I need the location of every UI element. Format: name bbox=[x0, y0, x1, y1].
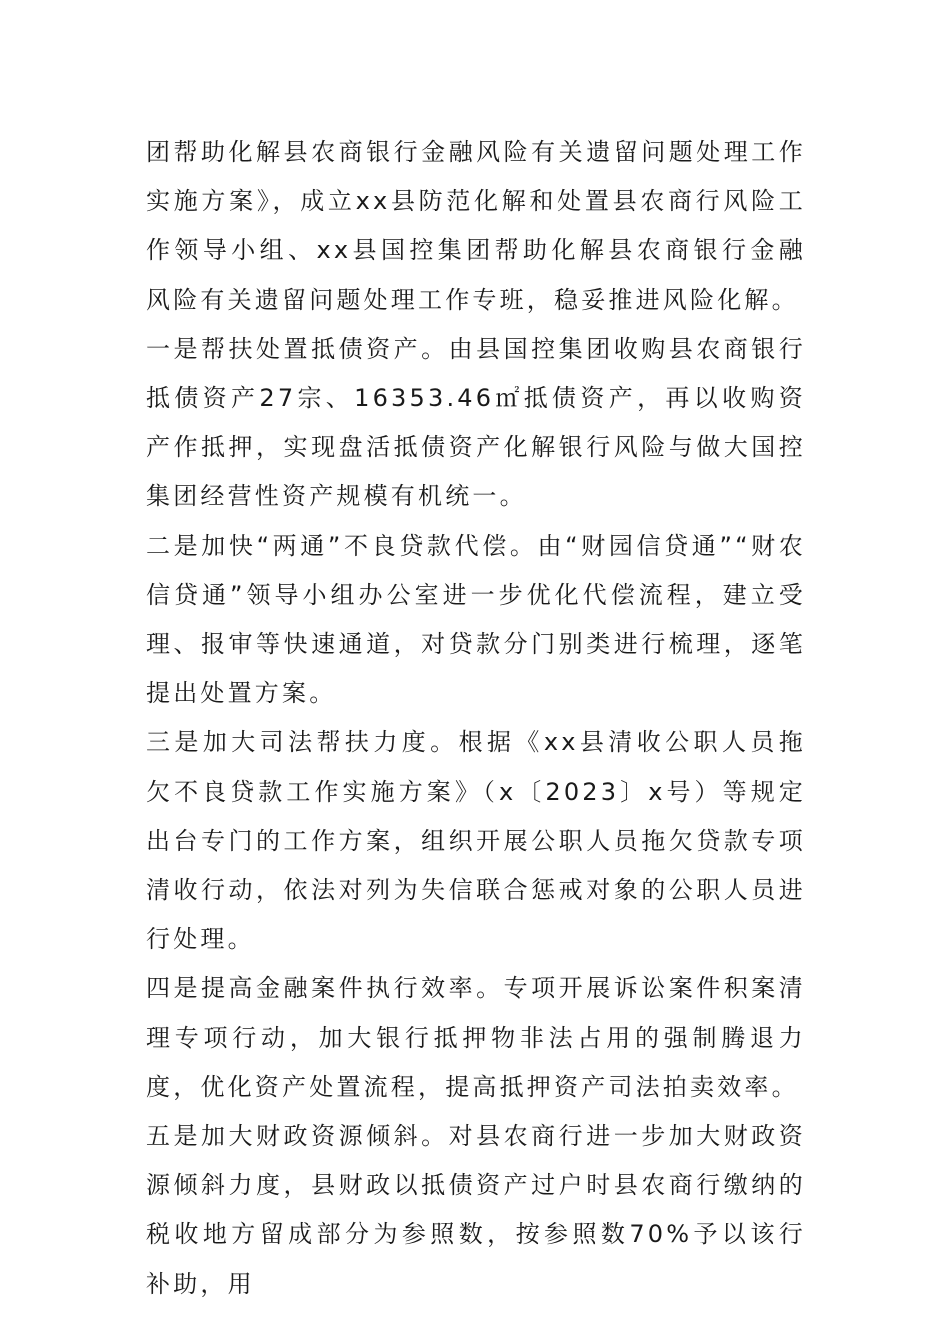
paragraph-intro-continuation: 团帮助化解县农商银行金融风险有关遗留问题处理工作实施方案》，成立xx县防范化解和处置县农商行风险工作领导小组、xx县国控集团帮助化解县农商银行金融风险有关遗留问题处理工作专班，稳妥推进风险化解。 bbox=[146, 138, 806, 314]
paragraph-measure-5: 五是加大财政资源倾斜。对县农商行进一步加大财政资源倾斜力度，县财政以抵债资产过户时县农商行缴纳的税收地方留成部分为参照数，按参照数70%予以该行补助，用 bbox=[146, 1122, 806, 1298]
paragraph-measure-3: 三是加大司法帮扶力度。根据《xx县清收公职人员拖欠不良贷款工作实施方案》（x〔2023〕x号）等规定出台专门的工作方案，组织开展公职人员拖欠贷款专项清收行动，依法对列为失信联合惩戒对象的公职人员进行处理。 bbox=[146, 728, 806, 954]
paragraph-measure-2: 二是加快“两通”不良贷款代偿。由“财园信贷通”“财农信贷通”领导小组办公室进一步优化代偿流程，建立受理、报审等快速通道，对贷款分门别类进行梳理，逐笔提出处置方案。 bbox=[146, 531, 806, 708]
document-body bbox=[146, 128, 806, 1309]
paragraph-measure-1: 一是帮扶处置抵债资产。由县国控集团收购县农商银行抵债资产27宗、16353.46㎡抵债资产，再以收购资产作抵押，实现盘活抵债资产化解银行风险与做大国控集团经营性资产规模有机统一。 bbox=[146, 334, 806, 511]
paragraph-measure-4: 四是提高金融案件执行效率。专项开展诉讼案件积案清理专项行动，加大银行抵押物非法占用的强制腾退力度，优化资产处置流程，提高抵押资产司法拍卖效率。 bbox=[146, 974, 806, 1101]
